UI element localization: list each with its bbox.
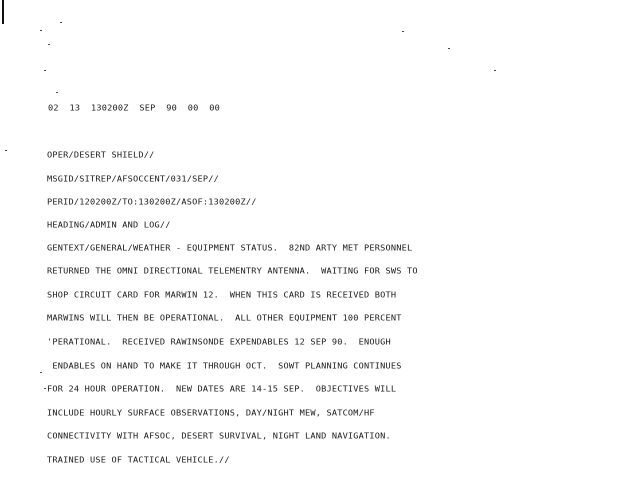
scan-speck [40, 372, 42, 373]
message-line: INCLUDE HOURLY SURFACE OBSERVATIONS, DAY/NIGHT MEW, SATCOM/HF [47, 409, 375, 419]
message-line: TRAINED USE OF TACTICAL VEHICLE.// [47, 456, 230, 466]
scan-speck [56, 92, 58, 93]
scan-speck [40, 30, 42, 31]
message-line: SHOP CIRCUIT CARD FOR MARWIN 12. WHEN THIS CARD IS RECEIVED BOTH [47, 291, 397, 301]
message-line: RETURNED THE OMNI DIRECTIONAL TELEMENTRY ANTENNA. WAITING FOR SWS TO [47, 267, 418, 277]
message-line: OPER/DESERT SHIELD// [47, 151, 155, 161]
message-line: 'PERATIONAL. RECEIVED RAWINSONDE EXPENDABLES 12 SEP 90. ENOUGH [47, 338, 391, 348]
scan-speck [5, 150, 7, 151]
message-line: GENTEXT/GENERAL/WEATHER - EQUIPMENT STATUS. 82ND ARTY MET PERSONNEL [47, 244, 413, 254]
message-line: MARWINS WILL THEN BE OPERATIONAL. ALL OTHER EQUIPMENT 100 PERCENT [47, 314, 402, 324]
message-header-line: 02 13 130200Z SEP 90 00 00 [48, 104, 220, 114]
scan-speck [48, 44, 50, 45]
scan-speck [44, 388, 46, 389]
message-line: FOR 24 HOUR OPERATION. NEW DATES ARE 14-15 SEP. OBJECTIVES WILL [47, 385, 397, 395]
scan-speck [60, 22, 62, 23]
margin-mark [2, 0, 4, 24]
message-line: CONNECTIVITY WITH AFSOC, DESERT SURVIVAL, NIGHT LAND NAVIGATION. [47, 432, 391, 442]
message-line: HEADING/ADMIN AND LOG// [47, 221, 171, 231]
scan-speck [402, 31, 404, 32]
scan-speck [448, 48, 450, 49]
message-line: PERID/120200Z/TO:130200Z/ASOF:130200Z// [47, 198, 257, 208]
message-line: MSGID/SITREP/AFSOCCENT/031/SEP// [47, 175, 219, 185]
scan-speck [44, 70, 46, 71]
message-line: ENDABLES ON HAND TO MAKE IT THROUGH OCT. SOWT PLANNING CONTINUES [47, 362, 402, 372]
scan-speck [494, 70, 496, 71]
